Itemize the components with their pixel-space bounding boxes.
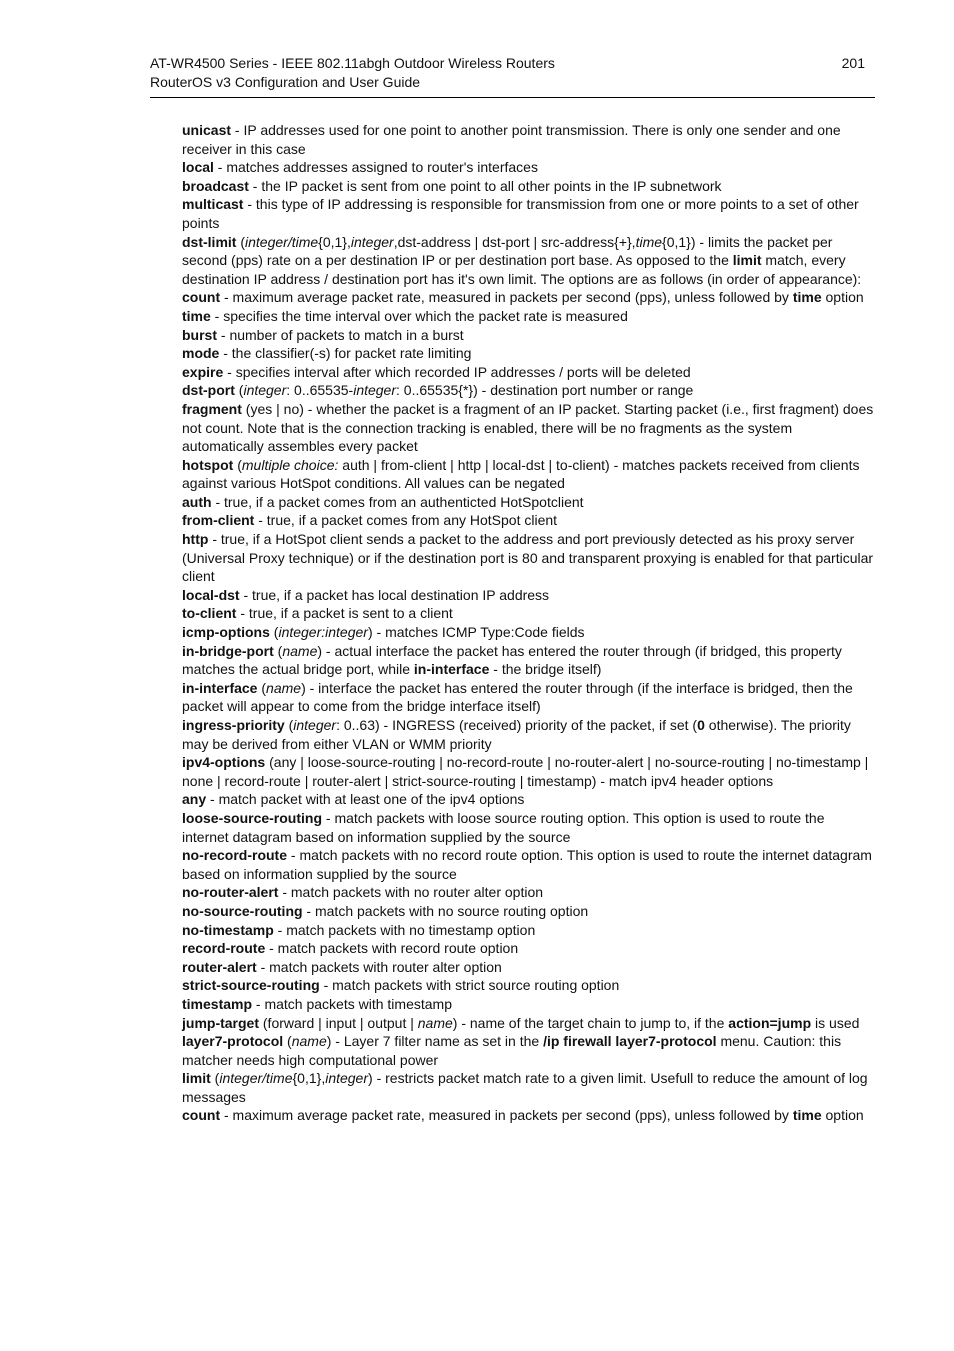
property-term: count xyxy=(182,1107,221,1124)
property-description: - matches addresses assigned to router's interfaces xyxy=(213,159,538,176)
property-description: - the classifier(-s) for packet rate limiting xyxy=(219,345,472,362)
property-description: match, every destination IP address / destination port has it's own limit. The options are as follows (in order of appearance): xyxy=(182,252,862,287)
property-description: ) - Layer 7 filter name as set in the xyxy=(326,1033,544,1050)
property-term: http xyxy=(182,531,209,548)
property-description: - match packets with no record route option. This option is used to route the internet datagram based on information supplied by the source xyxy=(182,847,872,882)
property-entry xyxy=(182,1069,874,1106)
property-entry xyxy=(182,976,874,995)
property-term: in-interface xyxy=(413,661,490,678)
property-type: name xyxy=(266,679,302,696)
property-entry xyxy=(182,511,874,530)
header-subtitle: RouterOS v3 Configuration and User Guide xyxy=(150,74,421,90)
property-description: {0,1}) - limits the packet per second (pps) rate on a per destination IP or per destination port base. As opposed to the xyxy=(182,233,833,269)
property-description: ,dst-address | dst-port | src-address{+}, xyxy=(393,233,636,250)
property-description: ) - actual interface the packet has entered the router through (if bridged, this property matches the actual bridge port, while xyxy=(182,642,842,678)
property-description: - specifies interval after which recorded IP addresses / ports will be deleted xyxy=(223,363,691,380)
property-description: {0,1}, xyxy=(318,233,351,250)
property-term: jump-target xyxy=(182,1014,259,1031)
property-term: router-alert xyxy=(182,958,257,975)
property-description: auth | from-client | http | local-dst | to-client) - matches packets received from clients against various HotSpot conditions. All values can be negated xyxy=(182,456,860,492)
property-term: to-client xyxy=(182,605,237,622)
property-term: time xyxy=(182,307,211,324)
property-term: auth xyxy=(182,493,212,510)
property-description: ( xyxy=(234,382,244,399)
property-term: time xyxy=(792,1107,822,1124)
property-description: - this type of IP addressing is responsible for transmission from one or more points to a set of other points xyxy=(182,196,859,231)
property-entry xyxy=(182,177,874,196)
property-description: {0,1}, xyxy=(292,1070,326,1087)
property-term: no-source-routing xyxy=(182,902,303,919)
property-term: ingress-priority xyxy=(182,717,285,733)
property-entry xyxy=(182,958,874,977)
property-entry xyxy=(182,1014,874,1033)
property-description: : 0..63) - INGRESS (received) priority of the packet, if set ( xyxy=(336,717,698,733)
property-entry xyxy=(182,158,874,177)
property-type: integer xyxy=(243,382,287,399)
property-entry xyxy=(182,381,874,400)
property-term: any xyxy=(182,791,207,808)
property-type: integer xyxy=(350,233,394,250)
property-entry xyxy=(182,809,874,846)
property-description: (forward | input | output | xyxy=(259,1014,418,1031)
property-description: ( xyxy=(210,1070,220,1087)
property-description: - number of packets to match in a burst xyxy=(217,326,464,343)
property-description: - match packets with no router alter option xyxy=(278,884,544,901)
property-description: (yes | no) - whether the packet is a fragment of an IP packet. Starting packet (i.e., first fragment) does not count. Note that is the connection tracking is enabled, there will be no fragments as the system automatically assembles every packet xyxy=(182,400,874,455)
property-entry xyxy=(182,530,874,586)
property-description: - specifies the time interval over which the packet rate is measured xyxy=(210,307,628,324)
property-term: hotspot xyxy=(182,456,234,473)
property-description: ( xyxy=(269,624,279,641)
property-description: ) - interface the packet has entered the router through (if the interface is bridged, then the packet will appear to come from the bridge interface itself) xyxy=(182,679,853,715)
header-title: AT-WR4500 Series - IEEE 802.11abgh Outdoor Wireless Routers xyxy=(150,55,555,71)
property-description: ( xyxy=(273,642,283,659)
property-term: time xyxy=(792,289,822,306)
property-list xyxy=(182,121,874,1125)
property-description: ( xyxy=(284,717,294,733)
property-term: local xyxy=(182,159,214,176)
page-header xyxy=(150,54,875,92)
property-term: local-dst xyxy=(182,586,240,603)
property-term: strict-source-routing xyxy=(182,977,320,994)
property-entry xyxy=(182,456,874,493)
property-term: count xyxy=(182,289,221,306)
property-entry xyxy=(182,400,874,456)
property-description: otherwise). The priority may be derived from either VLAN or WMM priority xyxy=(182,717,851,752)
property-description: ) - name of the target chain to jump to, if the xyxy=(452,1014,729,1031)
property-description: option xyxy=(821,1107,864,1124)
property-description: option xyxy=(821,289,864,306)
property-description: - true, if a packet comes from any HotSpot client xyxy=(254,512,558,529)
property-term: record-route xyxy=(182,940,266,957)
property-description: - match packets with loose source routing option. This option is used to route the internet datagram based on information supplied by the source xyxy=(182,809,825,845)
property-description: - true, if a HotSpot client sends a packet to the address and port previously detected as his proxy server (Universal Proxy technique) or if the destination port is 80 and transparent proxying is enabled for that particular client xyxy=(182,531,874,585)
header-rule xyxy=(150,97,875,98)
property-description: - match packet with at least one of the ipv4 options xyxy=(206,791,525,808)
property-entry xyxy=(182,902,874,921)
property-entry xyxy=(182,921,874,940)
property-description: ( xyxy=(283,1033,292,1050)
property-term: no-router-alert xyxy=(182,884,279,901)
property-term: action=jump xyxy=(728,1014,812,1031)
property-entry xyxy=(182,344,874,363)
property-term: limit xyxy=(732,252,762,269)
property-term: icmp-options xyxy=(182,624,270,641)
property-term: unicast xyxy=(182,122,232,138)
property-type: name xyxy=(291,1033,327,1050)
property-type: time xyxy=(635,233,663,250)
property-description: ) - restricts packet match rate to a given limit. Usefull to reduce the amount of log messages xyxy=(182,1070,868,1105)
property-entry xyxy=(182,1032,874,1069)
property-description: - the bridge itself) xyxy=(489,661,602,678)
property-description: - match packets with router alter option xyxy=(256,958,502,975)
property-type: name xyxy=(417,1014,453,1031)
property-description: - true, if a packet has local destination IP address xyxy=(239,586,550,603)
property-term: ipv4-options xyxy=(182,754,266,771)
property-description: ( xyxy=(236,233,246,250)
property-term: limit xyxy=(182,1070,211,1087)
property-description: - IP addresses used for one point to another point transmission. There is only one sender and one receiver in this case xyxy=(182,122,841,157)
property-description: ) - matches ICMP Type:Code fields xyxy=(367,624,585,641)
property-description: - match packets with no source routing option xyxy=(302,902,589,919)
property-description: is used xyxy=(811,1014,860,1031)
property-entry xyxy=(182,195,874,232)
property-description: - true, if a packet comes from an authenticted HotSpotclient xyxy=(211,493,584,510)
property-entry xyxy=(182,326,874,345)
property-term: 0 xyxy=(697,717,705,733)
property-type: integer:integer xyxy=(278,624,368,641)
property-type: integer xyxy=(293,717,337,733)
property-description: - maximum average packet rate, measured in packets per second (pps), unless followed by xyxy=(220,1107,793,1124)
property-description: : 0..65535- xyxy=(286,382,354,399)
property-term: multicast xyxy=(182,196,244,213)
property-description: - true, if a packet is sent to a client xyxy=(236,605,453,622)
property-description: (any | loose-source-routing | no-record-route | no-router-alert | no-source-routing | no-timestamp | none | record-route | router-alert | strict-source-routing | timestamp) - match ipv4 header options xyxy=(182,754,869,789)
property-type: integer xyxy=(353,382,397,399)
property-description: - match packets with record route option xyxy=(265,940,519,957)
property-term: /ip firewall layer7-protocol xyxy=(543,1033,717,1050)
property-description: ( xyxy=(233,456,242,473)
property-term: no-record-route xyxy=(182,847,287,864)
property-term: loose-source-routing xyxy=(182,809,323,826)
property-description: - match packets with strict source routing option xyxy=(319,977,620,994)
property-entry xyxy=(182,716,874,753)
property-type: integer/time xyxy=(245,233,319,250)
property-type: multiple choice: xyxy=(241,456,339,473)
property-description: ( xyxy=(257,679,267,696)
property-entry xyxy=(182,121,874,158)
property-term: in-interface xyxy=(182,679,258,696)
property-term: burst xyxy=(182,326,217,343)
property-description: - match packets with timestamp xyxy=(252,995,452,1012)
property-term: expire xyxy=(182,363,224,380)
property-description: - the IP packet is sent from one point to all other points in the IP subnetwork xyxy=(248,177,722,194)
property-term: dst-port xyxy=(182,382,235,399)
property-entry xyxy=(182,790,874,809)
property-entry xyxy=(182,623,874,642)
property-entry xyxy=(182,642,874,679)
property-term: timestamp xyxy=(182,995,253,1012)
property-entry xyxy=(182,995,874,1014)
property-term: dst-limit xyxy=(182,233,237,250)
property-entry xyxy=(182,753,874,790)
property-entry xyxy=(182,288,874,307)
property-entry xyxy=(182,679,874,716)
property-description: - maximum average packet rate, measured in packets per second (pps), unless followed by xyxy=(220,289,793,306)
property-entry xyxy=(182,493,874,512)
property-entry xyxy=(182,307,874,326)
page-number: 201 xyxy=(841,55,865,71)
property-description: - match packets with no timestamp option xyxy=(273,921,536,938)
property-entry xyxy=(182,604,874,623)
property-term: from-client xyxy=(182,512,255,529)
property-term: mode xyxy=(182,345,220,362)
property-description: menu. Caution: this matcher needs high computational power xyxy=(182,1033,842,1068)
property-type: name xyxy=(282,642,318,659)
property-entry xyxy=(182,586,874,605)
property-entry xyxy=(182,939,874,958)
property-type: integer xyxy=(325,1070,369,1087)
property-type: integer/time xyxy=(219,1070,293,1087)
property-term: no-timestamp xyxy=(182,921,274,938)
property-description: : 0..65535{*}) - destination port number or range xyxy=(396,382,694,399)
property-term: in-bridge-port xyxy=(182,642,274,659)
property-entry xyxy=(182,883,874,902)
property-entry xyxy=(182,233,874,289)
property-entry xyxy=(182,846,874,883)
property-term: broadcast xyxy=(182,177,249,194)
property-entry xyxy=(182,363,874,382)
property-term: layer7-protocol xyxy=(182,1033,284,1050)
property-term: fragment xyxy=(182,400,242,417)
property-entry xyxy=(182,1106,874,1125)
